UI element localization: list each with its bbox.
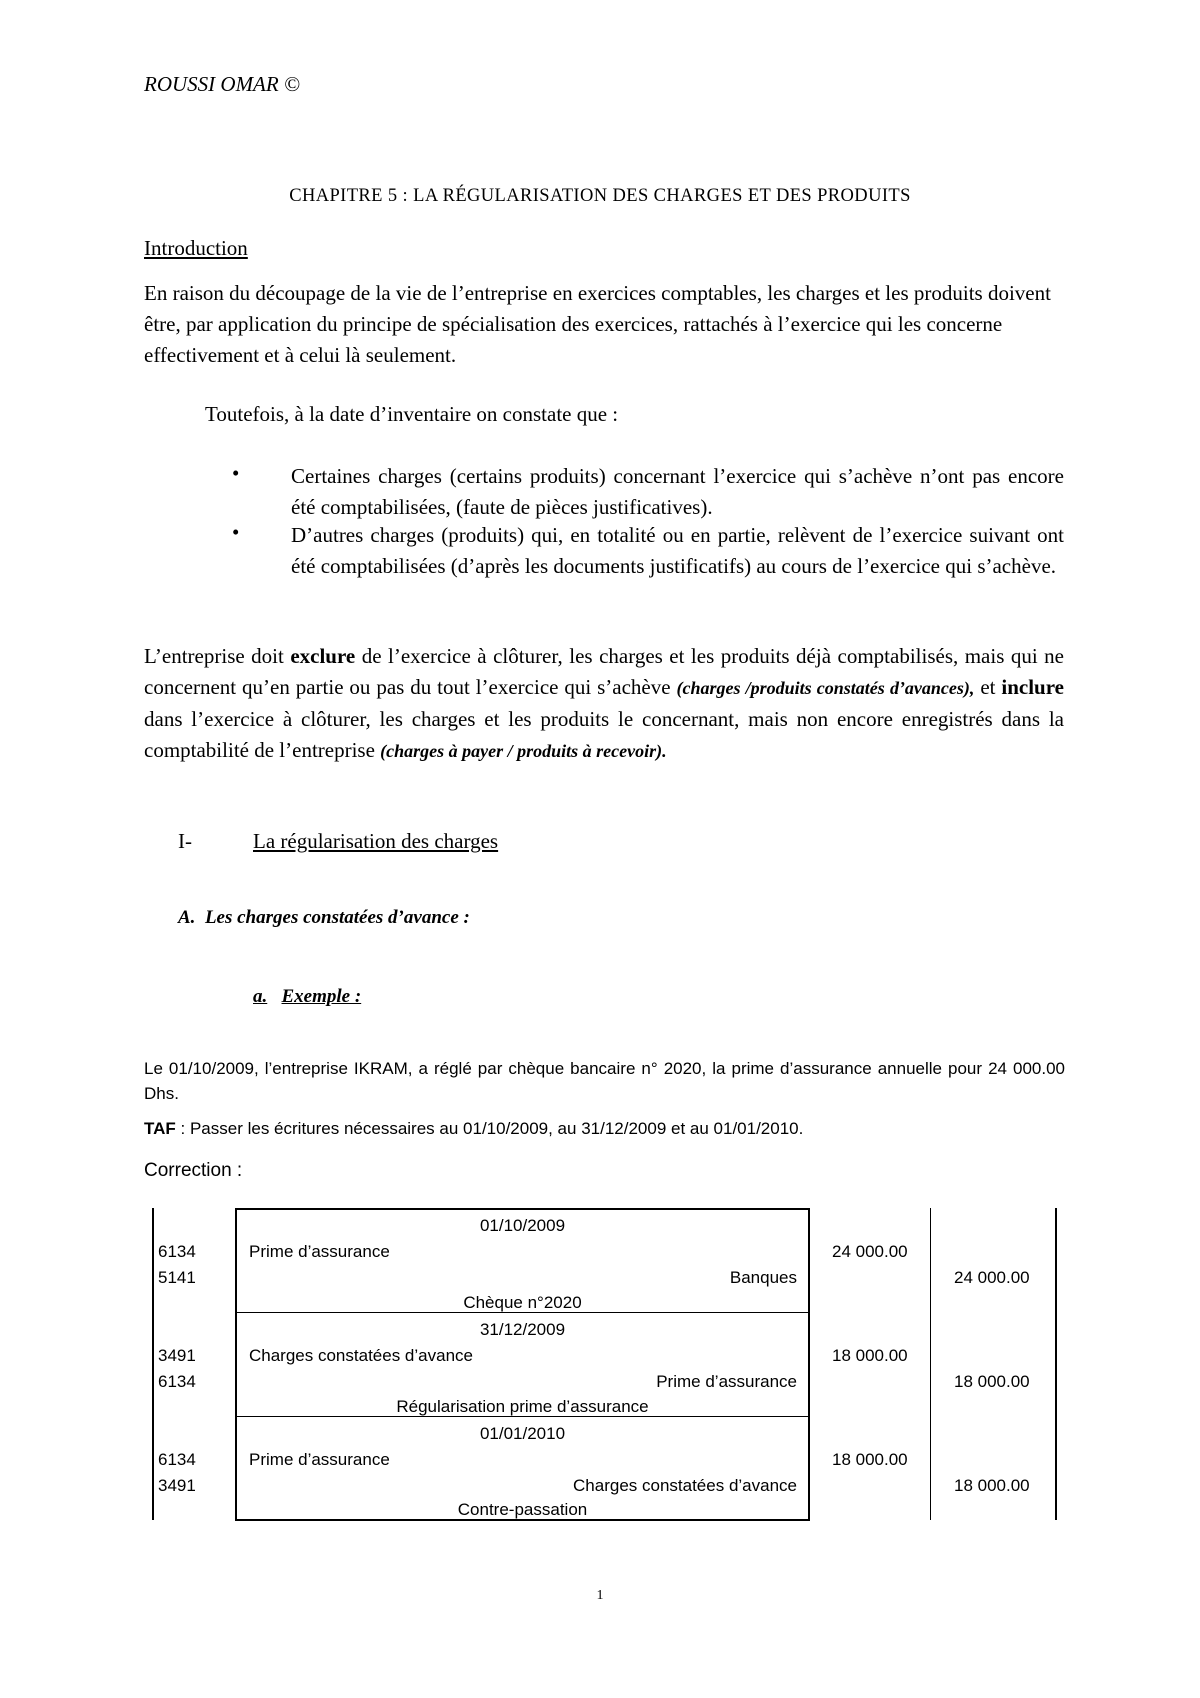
taf-text: : Passer les écritures nécessaires au 01/10/2009, au 31/12/2009 et au 01/01/2010.	[175, 1119, 804, 1138]
subsection-a	[178, 907, 470, 929]
debit-label: Prime d’assurance	[249, 1242, 390, 1261]
author-header: ROUSSI OMAR ©	[144, 72, 300, 96]
italic-note-2: (charges à payer / produits à recevoir).	[380, 741, 667, 761]
bullet-item-1: Certaines charges (certains produits) concernant l’exercice qui s’achève n’ont pas encore été comptabilisées, (faute de pièces justificatives).	[291, 464, 1064, 519]
debit-label: Prime d’assurance	[249, 1450, 390, 1469]
taf-line	[144, 1119, 803, 1139]
debit-account: 6134	[158, 1450, 196, 1469]
keyword-exclure: exclure	[290, 644, 356, 668]
section-title: La régularisation des charges	[253, 829, 499, 853]
subsection-a-a-letter: a.	[253, 986, 268, 1007]
keyword-inclure: inclure	[1001, 675, 1065, 699]
credit-label: Prime d’assurance	[656, 1372, 797, 1391]
section-number: I-	[178, 829, 192, 853]
table-border-label-left	[235, 1208, 237, 1520]
table-border-label-right	[808, 1208, 810, 1520]
subsection-a-a	[253, 986, 361, 1008]
page-number: 1	[596, 1588, 604, 1603]
credit-amount: 18 000.00	[954, 1372, 1030, 1391]
introduction-heading: Introduction	[144, 236, 248, 260]
entry-date: 31/12/2009	[479, 1320, 566, 1339]
bullet-icon: •	[232, 520, 240, 544]
conclusion-paragraph	[144, 641, 1064, 767]
debit-amount: 24 000.00	[832, 1242, 908, 1261]
entry-description: Régularisation prime d’assurance	[396, 1397, 649, 1416]
conclusion-text-3: et	[974, 675, 1002, 699]
conclusion-text-2: de l’exercice à clôturer, les charges et les produits déjà comptabilisés, mais qui ne concernent qu’en partie ou pas du tout l’exercice qui s’achève	[144, 644, 1064, 699]
subsection-a-a-title: Exemple :	[281, 986, 362, 1007]
chapter-title: CHAPITRE 5 : LA RÉGULARISATION DES CHARGES ET DES PRODUITS	[289, 186, 911, 206]
credit-amount: 18 000.00	[954, 1476, 1030, 1495]
correction-label: Correction :	[144, 1160, 243, 1181]
italic-note-1: (charges /produits constatés d’avances),	[676, 678, 975, 698]
subsection-a-title: Les charges constatées d’avance :	[204, 907, 470, 928]
credit-amount: 24 000.00	[954, 1268, 1030, 1287]
introduction-paragraph: En raison du découpage de la vie de l’entreprise en exercices comptables, les charges et les produits doivent être, par application du principe de spécialisation des exercices, rattachés à l’exercice qui les concerne effectivement et à celui là seulement.	[144, 281, 1051, 367]
debit-amount: 18 000.00	[832, 1346, 908, 1365]
entry-date: 01/01/2010	[479, 1424, 566, 1443]
credit-account: 5141	[158, 1268, 196, 1287]
debit-account: 3491	[158, 1346, 196, 1365]
debit-label: Charges constatées d’avance	[249, 1346, 473, 1365]
credit-label: Charges constatées d’avance	[573, 1476, 797, 1495]
credit-account: 3491	[158, 1476, 196, 1495]
toutefois-line: Toutefois, à la date d’inventaire on constate que :	[205, 402, 619, 426]
table-border-amount-mid	[930, 1208, 931, 1520]
debit-amount: 18 000.00	[832, 1450, 908, 1469]
credit-account: 6134	[158, 1372, 196, 1391]
entry-date: 01/10/2009	[479, 1216, 566, 1235]
subsection-a-letter: A.	[178, 907, 196, 928]
conclusion-text-4: dans l’exercice à clôturer, les charges et les produits le concernant, mais non encore enregistrés dans la comptabilité de l’entreprise	[144, 707, 1064, 762]
bullet-icon: •	[232, 461, 240, 485]
credit-label: Banques	[729, 1268, 797, 1287]
taf-label: TAF	[144, 1119, 176, 1138]
entry-description: Contre-passation	[457, 1500, 588, 1519]
exercise-statement: Le 01/10/2009, l’entreprise IKRAM, a réglé par chèque bancaire n° 2020, la prime d’assurance annuelle pour 24 000.00 Dhs.	[144, 1059, 1065, 1103]
table-border-top	[235, 1208, 810, 1210]
entry-description: Chèque n°2020	[463, 1293, 582, 1312]
table-border-right	[1055, 1208, 1057, 1520]
conclusion-text-1: L’entreprise doit	[144, 644, 291, 668]
debit-account: 6134	[158, 1242, 196, 1261]
bullet-item-2: D’autres charges (produits) qui, en totalité ou en partie, relèvent de l’exercice suivant ont été comptabilisées (d’après les documents justificatifs) au cours de l’exercice qui s’achève.	[291, 523, 1064, 578]
table-border-left	[152, 1208, 154, 1520]
